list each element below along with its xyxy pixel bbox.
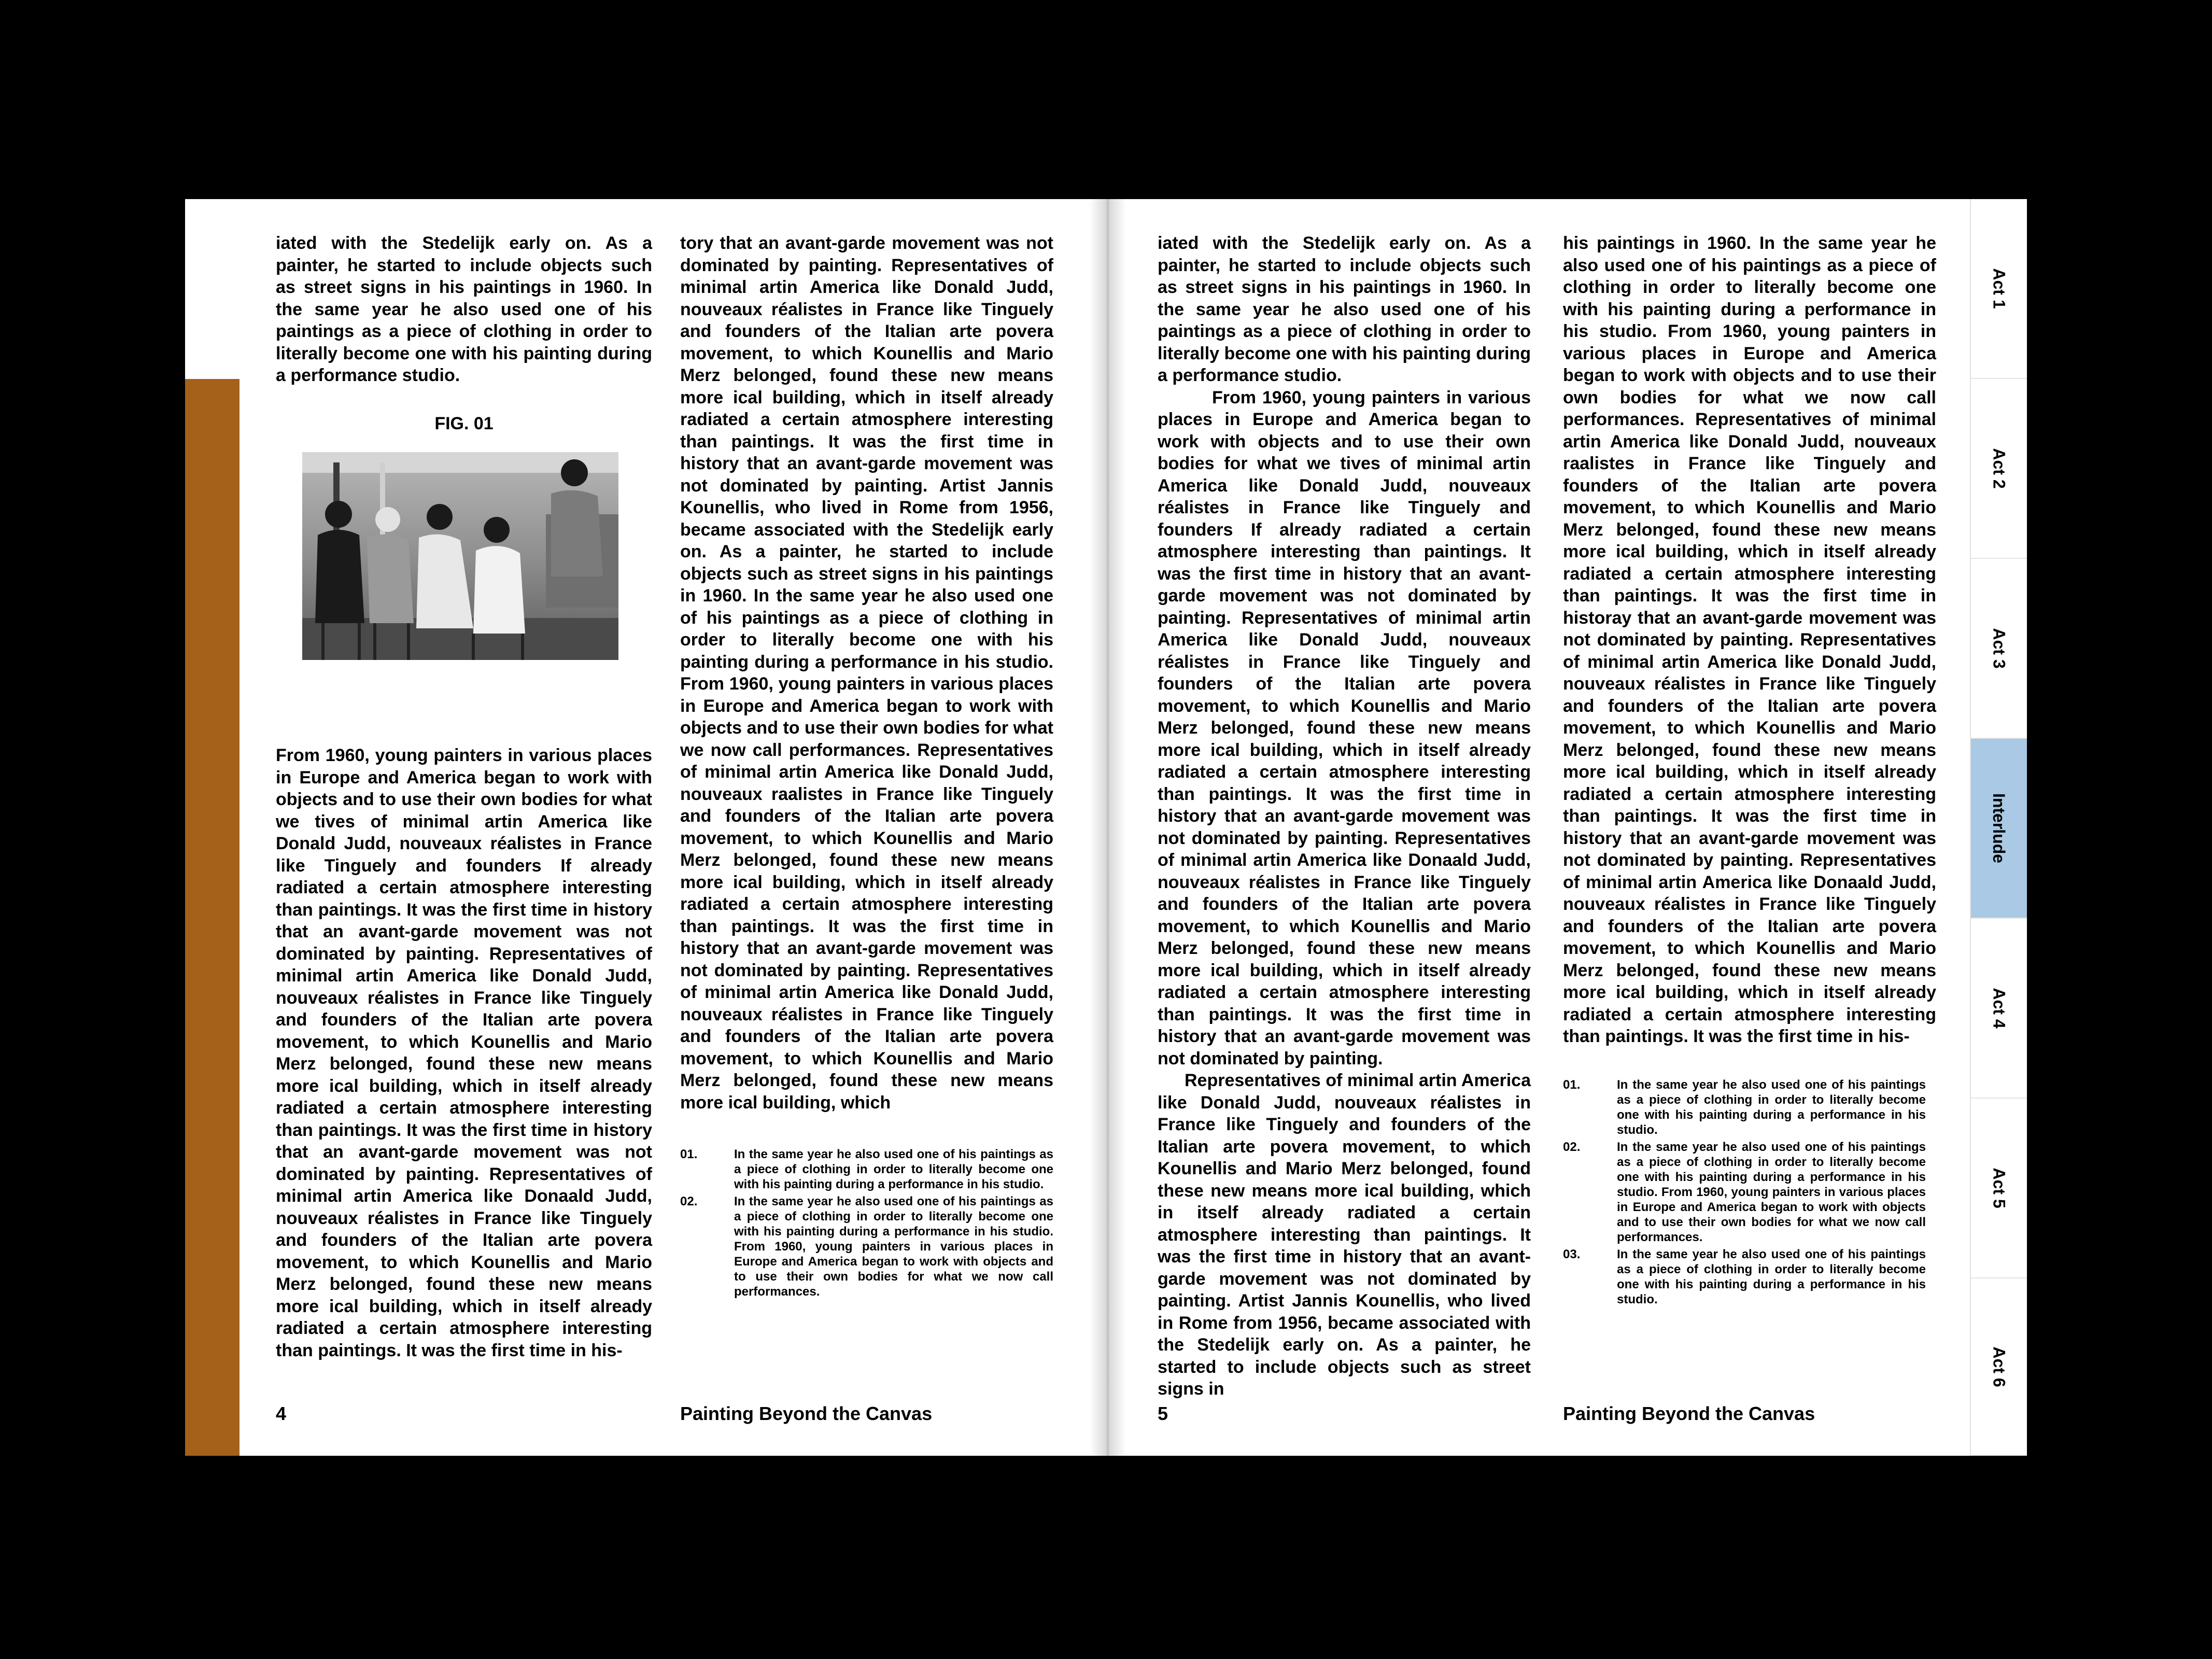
- footnote: [680, 1194, 1053, 1299]
- tab-interlude[interactable]: [1970, 739, 2027, 919]
- footnote: [680, 1147, 1053, 1192]
- footnote-text: In the same year he also used one of his paintings as a piece of clothing in order to literally become one with his painting during a performance in his studio.: [1617, 1247, 1926, 1306]
- chapter-color-bar: [185, 379, 239, 1456]
- right-column-1: [1158, 232, 1531, 1400]
- figure-photo-image: [302, 452, 618, 660]
- footnote-text: In the same year he also used one of his paintings as a piece of clothing in order to literally become one with his painting during a performance in his studio. From 1960, young painters in various places in Europe and America began to work with objects and to use their own bodies for what we now call performances.: [1617, 1140, 1926, 1244]
- tab-act-4[interactable]: [1970, 919, 2027, 1099]
- tab-act-2[interactable]: [1970, 379, 2027, 559]
- right-column-2: [1563, 232, 1936, 1048]
- left-footnotes: [680, 1147, 1053, 1301]
- tab-label: Act 2: [1990, 448, 2009, 489]
- body-paragraph: From 1960, young painters in various places in Europe and America began to work with objects and to use their own bodies for what we tives of minimal artin America like Donald Judd, nouveaux réalistes in France like Tinguely and founders If already radiated a certain atmosphere interesting than paintings. It was the first time in history that an avant-garde movement was not dominated by painting. Representatives of minimal artin America like Donald Judd, nouveaux réalistes in France like Tinguely and founders of the Italian arte povera movement, to which Kounellis and Mario Merz belonged, found these new means more ical building, which in itself already radiated a certain atmosphere interesting than paintings. It was the first time in history that an avant-garde movement was not dominated by painting. Representatives of minimal artin America like Donaald Judd, nouveaux réalistes in France like Tinguely and founders of the Italian arte povera movement, to which Kounellis and Mario Merz belonged, found these new means more ical building, which in itself already radiated a certain atmosphere interesting than paintings. It was the first time in his-: [276, 746, 652, 1360]
- page-number: 4: [276, 1403, 287, 1424]
- tab-label: Interlude: [1990, 793, 2009, 864]
- tab-label: Act 4: [1990, 988, 2009, 1029]
- left-column-1-top: [276, 232, 652, 387]
- page-number: 5: [1158, 1403, 1168, 1424]
- body-paragraph: his paintings in 1960. In the same year he also used one of his paintings as a piece of clothing in order to literally become one with his painting during a performance in his studio. From 1960, young painters in various places in Europe and America began to work with objects and to use their own bodies for what we now call performances. Representatives of minimal artin America like Donald Judd, nouveaux raalistes in France like Tinguely and founders of the Italian arte povera movement, to which Kounellis and Mario Merz belonged, found these new means more ical building, which in itself already radiated a certain atmosphere interesting than paintings. It was the first time in historay that an avant-garde movement was not dominated by painting. Representatives of minimal artin America like Donald Judd, nouveaux réalistes in France like Tinguely and founders of the Italian arte povera movement, to which Kounellis and Mario Merz belonged, found these new means more ical building, which in itself already radiated a certain atmosphere interesting than paintings. It was the first time in history that an avant-garde movement was not dominated by painting. Representatives of minimal artin America like Donaald Judd, nouveaux réalistes in France like Tinguely and founders of the Italian arte povera movement, to which Kounellis and Mario Merz belonged, found these new means more ical building, which in itself already radiated a certain atmosphere interesting than paintings. It was the first time in his-: [1563, 233, 1936, 1046]
- body-paragraph: tory that an avant-garde movement was not dominated by painting. Representatives of minimal artin America like Donald Judd, nouveaux réalistes in France like Tinguely and founders of the Italian arte povera movement, to which Kounellis and Mario Merz belonged, found these new means more ical building, which in itself already radiated a certain atmosphere interesting than paintings. It was the first time in history that an avant-garde movement was not dominated by painting. Artist Jannis Kounellis, who lived in Rome from 1956, became associated with the Stedelijk early on. As a painter, he started to include objects such as street signs in his paintings in 1960. In the same year he also used one of his paintings as a piece of clothing in order to literally become one with his painting during a performance in his studio. From 1960, young painters in various places in Europe and America began to work with objects and to use their own bodies for what we now call performances. Representatives of minimal artin America like Donald Judd, nouveaux raalistes in France like Tinguely and founders of the Italian arte povera movement, to which Kounellis and Mario Merz belonged, found these new means more ical building, which in itself already radiated a certain atmosphere interesting than paintings. It was the first time in history that an avant-garde movement was not dominated by painting. Representatives of minimal artin America like Donald Judd, nouveaux réalistes in France like Tinguely and founders of the Italian arte povera movement, to which Kounellis and Mario Merz belonged, found these new means more ical building, which: [680, 233, 1053, 1113]
- footnote-text: In the same year he also used one of his paintings as a piece of clothing in order to literally become one with his painting during a performance in his studio.: [1617, 1078, 1926, 1137]
- tab-act-5[interactable]: [1970, 1099, 2027, 1278]
- right-footnotes: [1563, 1077, 1926, 1309]
- section-tabs: [1970, 199, 2027, 1456]
- tab-act-1[interactable]: [1970, 199, 2027, 379]
- book-spread: [185, 199, 2027, 1456]
- footnote-number: 01.: [680, 1147, 698, 1161]
- figure-caption: FIG. 01: [434, 414, 494, 433]
- tab-label: Act 5: [1990, 1168, 2009, 1208]
- figure-photo: [302, 452, 618, 660]
- body-paragraph: iated with the Stedelijk early on. As a painter, he started to include objects such as street signs in his paintings in 1960. In the same year he also used one of his paintings as a piece of clothing in order to literally become one with his painting during a performance studio.: [276, 233, 652, 385]
- running-title: Painting Beyond the Canvas: [680, 1403, 933, 1424]
- footnote-number: 02.: [1563, 1140, 1581, 1154]
- tab-label: Act 6: [1990, 1346, 2009, 1387]
- footnote-number: 02.: [680, 1194, 698, 1208]
- book-spine: [1090, 199, 1126, 1456]
- body-paragraph: From 1960, young painters in various places in Europe and America began to work with objects and to use their own bodies for what we tives of minimal artin America like Donald Judd, nouveaux réalistes in France like Tinguely and founders If already radiated a certain atmosphere interesting than paintings. It was the first time in history that an avant-garde movement was not dominated by painting. Representatives of minimal artin America like Donald Judd, nouveaux réalistes in France like Tinguely and founders of the Italian arte povera movement, to which Kounellis and Mario Merz belonged, found these new means more ical building, which in itself already radiated a certain atmosphere interesting than paintings. It was the first time in history that an avant-garde movement was not dominated by painting. Representatives of minimal artin America like Donaald Judd, nouveaux réalistes in France like Tinguely and founders of the Italian arte povera movement, to which Kounellis and Mario Merz belonged, found these new means more ical building, which in itself already radiated a certain atmosphere interesting than paintings. It was the first time in history that an avant-garde movement was not dominated by painting.: [1158, 387, 1531, 1068]
- tab-act-3[interactable]: [1970, 559, 2027, 739]
- body-paragraph: iated with the Stedelijk early on. As a painter, he started to include objects such as street signs in his paintings in 1960. In the same year he also used one of his paintings as a piece of clothing in order to literally become one with his painting during a performance studio.: [1158, 233, 1531, 385]
- footnote: [1563, 1247, 1926, 1307]
- footnote: [1563, 1140, 1926, 1245]
- tab-act-6[interactable]: [1970, 1278, 2027, 1456]
- footnote-number: 03.: [1563, 1247, 1581, 1261]
- left-column-2: [680, 232, 1053, 1114]
- footnote: [1563, 1077, 1926, 1137]
- footnote-text: In the same year he also used one of his paintings as a piece of clothing in order to literally become one with his painting during a performance in his studio. From 1960, young painters in various places in Europe and America began to work with objects and to use their own bodies for what we now call performances.: [734, 1194, 1053, 1299]
- tab-label: Act 3: [1990, 628, 2009, 669]
- tab-label: Act 1: [1990, 268, 2009, 309]
- body-paragraph: Representatives of minimal artin America like Donald Judd, nouveaux réalistes in France like Tinguely and founders of the Italian arte povera movement, to which Kounellis and Mario Merz belonged, found these new means more ical building, which in itself already radiated a certain atmosphere interesting than paintings. It was the first time in history that an avant-garde movement was not dominated by painting. Artist Jannis Kounellis, who lived in Rome from 1956, became associated with the Stedelijk early on. As a painter, he started to include objects such as street signs in: [1158, 1071, 1531, 1399]
- footnote-text: In the same year he also used one of his paintings as a piece of clothing in order to literally become one with his painting during a performance in his studio.: [734, 1147, 1053, 1191]
- running-title: Painting Beyond the Canvas: [1563, 1403, 1815, 1424]
- left-column-1-bottom: [276, 744, 652, 1361]
- footnote-number: 01.: [1563, 1078, 1581, 1092]
